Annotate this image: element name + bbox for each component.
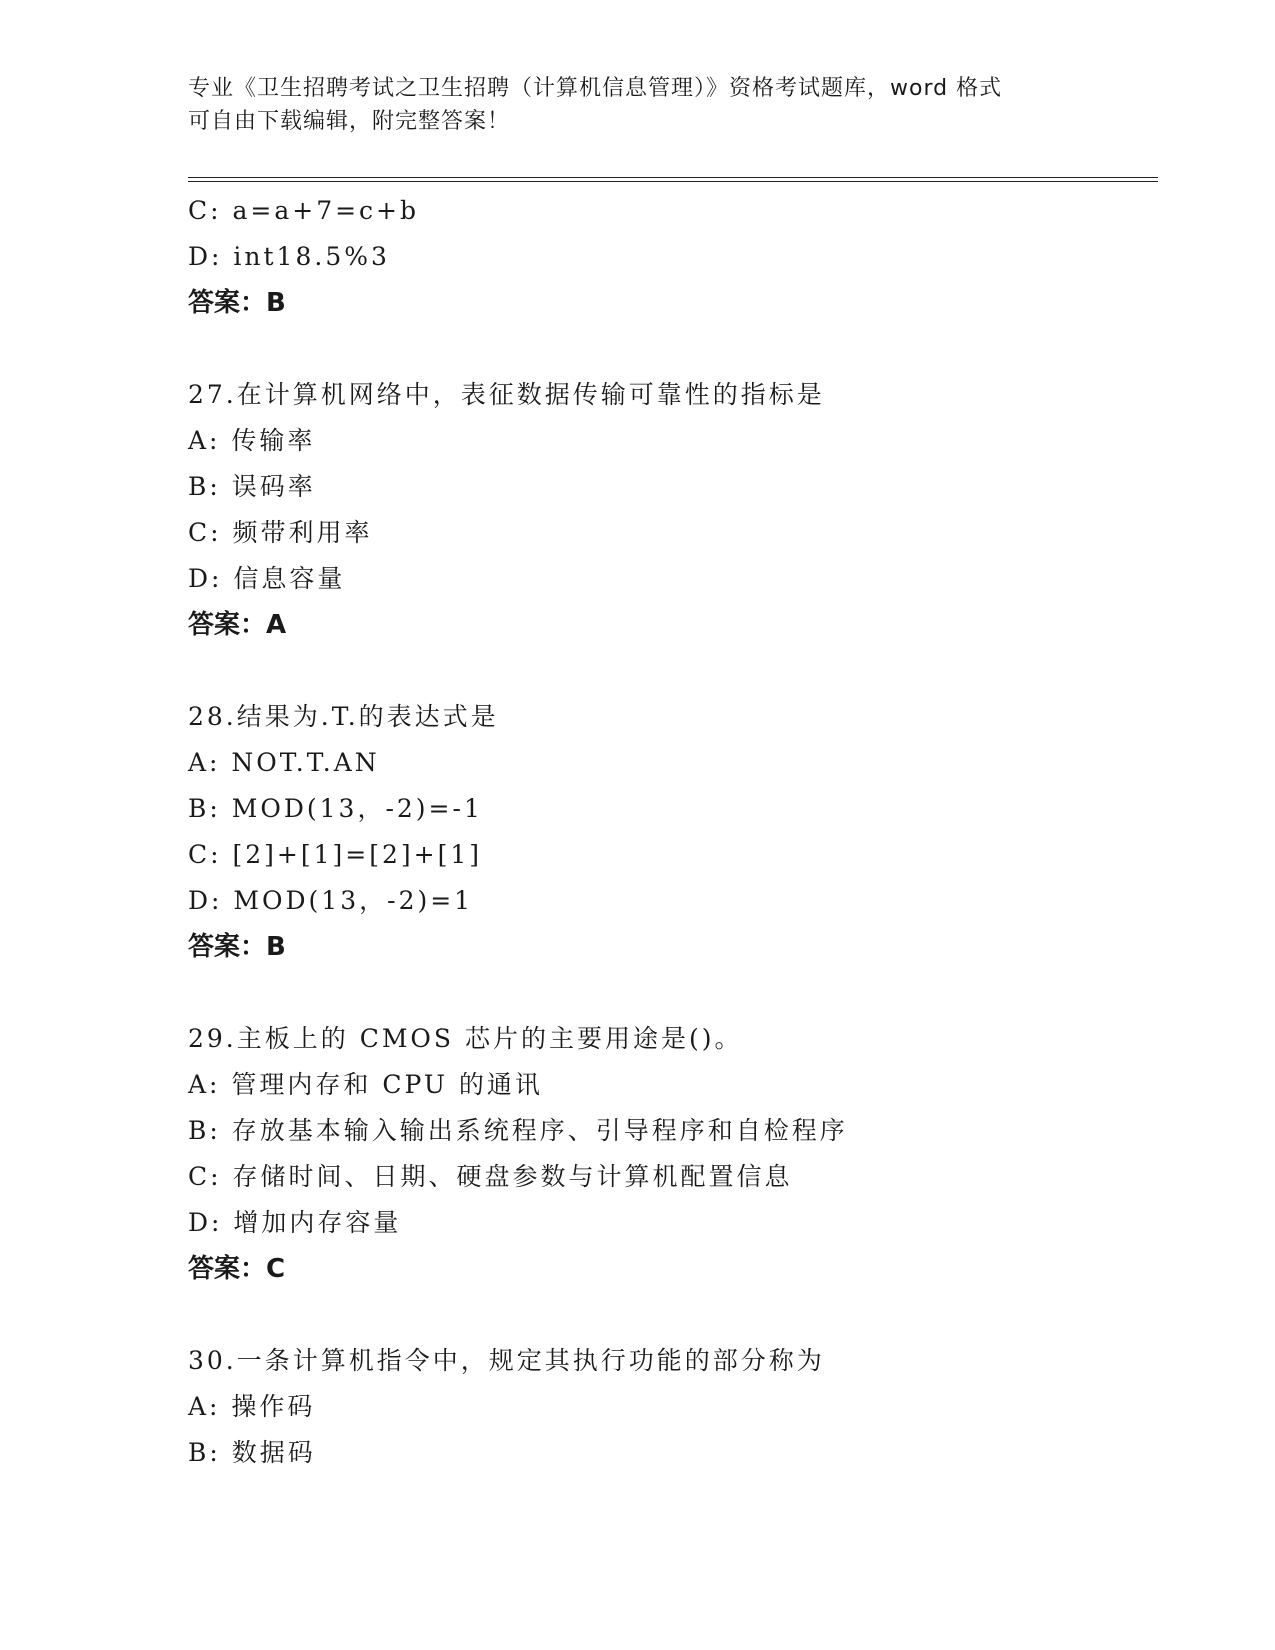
question-prev: [188, 188, 1158, 326]
option-b: B: MOD(13，-2)=-1: [188, 794, 483, 823]
question-stem: 29.主板上的 CMOS 芯片的主要用途是()。: [188, 1024, 743, 1053]
question-stem: 28.结果为.T.的表达式是: [188, 702, 499, 731]
header-divider: [188, 177, 1158, 182]
spacer: [188, 1292, 1158, 1338]
option-a: A: 传输率: [188, 426, 316, 455]
question-29: [188, 1016, 1158, 1292]
option-d: D: 增加内存容量: [188, 1208, 402, 1237]
page-header: [188, 72, 1088, 138]
answer: 答案：C: [188, 1254, 286, 1284]
document-body: [188, 188, 1158, 1476]
option-a: A: 操作码: [188, 1392, 316, 1421]
spacer: [188, 970, 1158, 1016]
header-line-2: 可自由下载编辑，附完整答案！: [188, 109, 511, 134]
option-c: C: a=a+7=c+b: [188, 196, 420, 225]
option-d: D: int18.5%3: [188, 242, 390, 271]
option-b: B: 误码率: [188, 472, 316, 501]
spacer: [188, 648, 1158, 694]
question-27: [188, 372, 1158, 648]
option-d: D: 信息容量: [188, 564, 346, 593]
option-b: B: 数据码: [188, 1438, 316, 1467]
spacer: [188, 326, 1158, 372]
option-d: D: MOD(13，-2)=1: [188, 886, 474, 915]
question-28: [188, 694, 1158, 970]
option-c: C: [2]+[1]=[2]+[1]: [188, 840, 482, 869]
option-c: C: 存储时间、日期、硬盘参数与计算机配置信息: [188, 1162, 793, 1191]
answer: 答案：A: [188, 610, 287, 640]
question-30: [188, 1338, 1158, 1476]
header-line-1: 专业《卫生招聘考试之卫生招聘（计算机信息管理）》资格考试题库，word 格式: [188, 76, 1003, 101]
question-stem: 30.一条计算机指令中，规定其执行功能的部分称为: [188, 1346, 825, 1375]
option-b: B: 存放基本输入输出系统程序、引导程序和自检程序: [188, 1116, 848, 1145]
answer: 答案：B: [188, 932, 286, 962]
option-a: A: NOT.T.AN: [188, 748, 380, 777]
option-c: C: 频带利用率: [188, 518, 373, 547]
question-stem: 27.在计算机网络中，表征数据传输可靠性的指标是: [188, 380, 825, 409]
answer: 答案：B: [188, 288, 286, 318]
option-a: A: 管理内存和 CPU 的通讯: [188, 1070, 543, 1099]
